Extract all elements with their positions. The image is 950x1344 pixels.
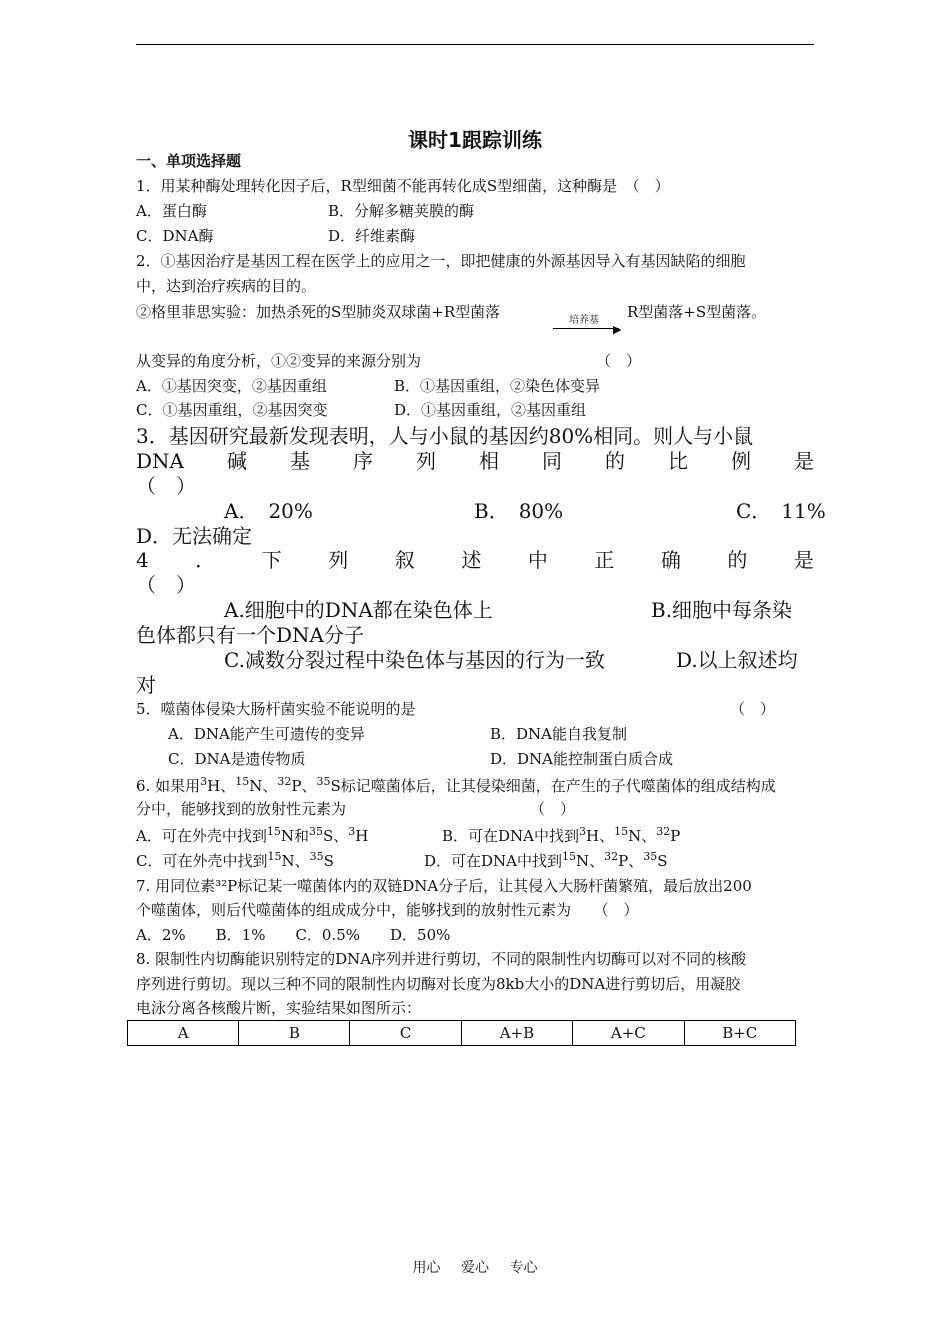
q4-word: 的 [727, 548, 748, 572]
q3-word: 比 [667, 449, 688, 473]
q1-option-a: A．蛋白酶 [136, 202, 207, 220]
q5-option-b: B．DNA能自我复制 [490, 725, 628, 743]
header-rule [136, 44, 814, 45]
q3-option-d: D．无法确定 [136, 524, 253, 548]
q2-option-c: C．①基因重组，②基因突变 [136, 401, 328, 419]
table-header-cell: A+B [461, 1021, 572, 1046]
q4-word: 4 [136, 548, 149, 572]
q6-a-pre: A．可在外壳中找到 [136, 827, 267, 845]
q4-word: ． [195, 548, 216, 572]
q3-line-2 [136, 449, 814, 473]
q3-word: 相 [478, 449, 499, 473]
q7-line-2: 个噬菌体，则后代噬菌体的组成成分中，能够找到的放射性元素为 （ ） [136, 901, 639, 919]
q6-pre: 6. 如果用 [136, 777, 201, 795]
arrow-shaft [553, 328, 619, 329]
q4-word: 述 [461, 548, 482, 572]
q2-line-3a: ②格里菲思实验：加热杀死的S型肺炎双球菌+R型菌落 [136, 303, 501, 321]
q5-option-a: A．DNA能产生可遗传的变异 [168, 725, 365, 743]
table-header-cell: A [128, 1021, 239, 1046]
sep: 、 [599, 827, 615, 845]
q2-paren: （ ） [596, 352, 642, 370]
q3-word: DNA [136, 449, 184, 473]
table-header-cell: B [239, 1021, 350, 1046]
q3-word: 同 [541, 449, 562, 473]
q5-option-d: D．DNA能控制蛋白质合成 [490, 750, 674, 768]
sep: 、 [220, 777, 236, 795]
q6-paren: （ ） [530, 800, 576, 818]
q1-option-c: C．DNA酶 [136, 227, 214, 245]
q4-word: 是 [793, 548, 814, 572]
q3-option-a: A． 20% [224, 499, 313, 523]
footer-text: 专心 [509, 1260, 538, 1276]
q1-option-d: D．纤维素酶 [328, 227, 416, 245]
sep: 、 [641, 827, 657, 845]
q2-line-2: 中，达到治疗疾病的目的。 [136, 277, 317, 295]
q4-option-d: D.以上叙述均 [676, 648, 798, 672]
q7-line-1: 7. 用同位素³²P标记某一噬菌体内的双链DNA分子后，让其侵入大肠杆菌繁殖，最后放出200 [136, 877, 752, 895]
q3-word: 的 [604, 449, 625, 473]
gel-result-table [127, 1020, 796, 1046]
q6-post: 标记噬菌体后，让其侵染细菌，在产生的子代噬菌体的组成结构成 [340, 777, 776, 795]
q2-option-d: D．①基因重组，②基因重组 [394, 401, 587, 419]
q5-option-c: C．DNA是遗传物质 [168, 750, 306, 768]
q3-paren: （ ） [136, 474, 196, 498]
q2-option-a: A．①基因突变，②基因重组 [136, 377, 327, 395]
section-heading: 一、单项选择题 [136, 152, 242, 170]
q2-line-3b: R型菌落+S型菌落。 [627, 303, 767, 321]
q3-line-1: 3．基因研究最新发现表明，人与小鼠的基因约80%相同。则人与小鼠 [136, 424, 754, 448]
sep: 、 [294, 852, 310, 870]
sep: 、 [262, 777, 278, 795]
sep: 、 [333, 827, 349, 845]
q6-d-pre: D．可在DNA中找到 [424, 852, 563, 870]
q3-word: 碱 [226, 449, 247, 473]
q5-paren: （ ） [730, 700, 776, 718]
q6-line-2: 分中，能够找到的放射性元素为 [136, 800, 347, 818]
footer-text: 用心 [412, 1260, 441, 1276]
arrow-label: 培养基 [569, 315, 599, 326]
q4-word: 确 [660, 548, 681, 572]
q6-option-d: D．可在DNA中找到$^{15}$N、$^{32}$P、$^{35}$S [424, 850, 668, 870]
q3-option-c: C． 11% [736, 499, 826, 523]
footer-text: 爱心 [461, 1260, 489, 1276]
q4-word: 中 [527, 548, 548, 572]
q6-option-c: C．可在外壳中找到$^{15}$N、$^{35}$S [136, 850, 334, 870]
page-footer [0, 1257, 950, 1277]
q4-option-a: A.细胞中的DNA都在染色体上 [224, 598, 493, 622]
q4-word: 列 [328, 548, 349, 572]
q4-paren: （ ） [136, 573, 196, 597]
table-header-cell: B+C [684, 1021, 795, 1046]
q2-line-4: 从变异的角度分析，①②变异的来源分别为 [136, 352, 422, 370]
page-title: 课时1跟踪训练 [408, 128, 542, 152]
q3-word: 列 [415, 449, 436, 473]
q8-line-1: 8. 限制性内切酶能识别特定的DNA序列并进行剪切，不同的限制性内切酶可以对不同的核酸 [136, 950, 747, 968]
table-header-cell: C [350, 1021, 461, 1046]
q4-word: 下 [261, 548, 282, 572]
culture-arrow [553, 311, 623, 339]
q3-word: 序 [352, 449, 373, 473]
q6-option-a: A．可在外壳中找到$^{15}$N和$^{35}$S、$^3$H [136, 825, 369, 845]
q6-c-pre: C．可在外壳中找到 [136, 852, 268, 870]
table-header-cell: A+C [573, 1021, 684, 1046]
q3-word: 基 [289, 449, 310, 473]
sep: 、 [628, 852, 644, 870]
q4-option-c: C.减数分裂过程中染色体与基因的行为一致 [224, 648, 605, 672]
q8-line-2: 序列进行剪切。现以三种不同的限制性内切酶对长度为8kb大小的DNA进行剪切后，用凝胶 [136, 975, 741, 993]
q5-stem: 5．噬菌体侵染大肠杆菌实验不能说明的是 [136, 700, 416, 718]
q4-word: 叙 [394, 548, 415, 572]
and: 和 [293, 827, 309, 845]
q2-line-1: 2．①基因治疗是基因工程在医学上的应用之一，即把健康的外源基因导入有基因缺陷的细胞 [136, 252, 746, 270]
sep: 、 [589, 852, 605, 870]
q2-option-b: B．①基因重组，②染色体变异 [394, 377, 601, 395]
q3-option-b: B． 80% [474, 499, 564, 523]
q1-stem: 1．用某种酶处理转化因子后，R型细菌不能再转化成S型细菌，这种酶是 （ ） [136, 177, 670, 195]
q1-option-b: B．分解多糖荚膜的酶 [328, 202, 475, 220]
q4-option-b-cont: 色体都只有一个DNA分子 [136, 623, 364, 647]
q6-b-pre: B．可在DNA中找到 [442, 827, 580, 845]
q4-option-b: B.细胞中每条染 [651, 598, 793, 622]
q6-option-b: B．可在DNA中找到$^3$H、$^{15}$N、$^{32}$P [442, 825, 681, 845]
q4-option-d-cont: 对 [136, 673, 156, 697]
q3-word: 例 [730, 449, 751, 473]
q6-line-1: 6. 如果用$^3$H、$^{15}$N、$^{32}$P、$^{35}$S标记噬菌体后，让其侵染细菌，在产生的子代噬菌体的组成结构成 [136, 775, 776, 795]
q4-word: 正 [594, 548, 615, 572]
q7-options: A．2% B．1% C．0.5% D．50% [136, 926, 451, 944]
sep: 、 [301, 777, 317, 795]
q8-line-3: 电泳分离各核酸片断，实验结果如图所示： [136, 999, 422, 1017]
table-row [128, 1021, 796, 1046]
q3-word: 是 [793, 449, 814, 473]
q4-line-1 [136, 548, 814, 572]
arrow-head-icon: ▶ [613, 323, 622, 336]
